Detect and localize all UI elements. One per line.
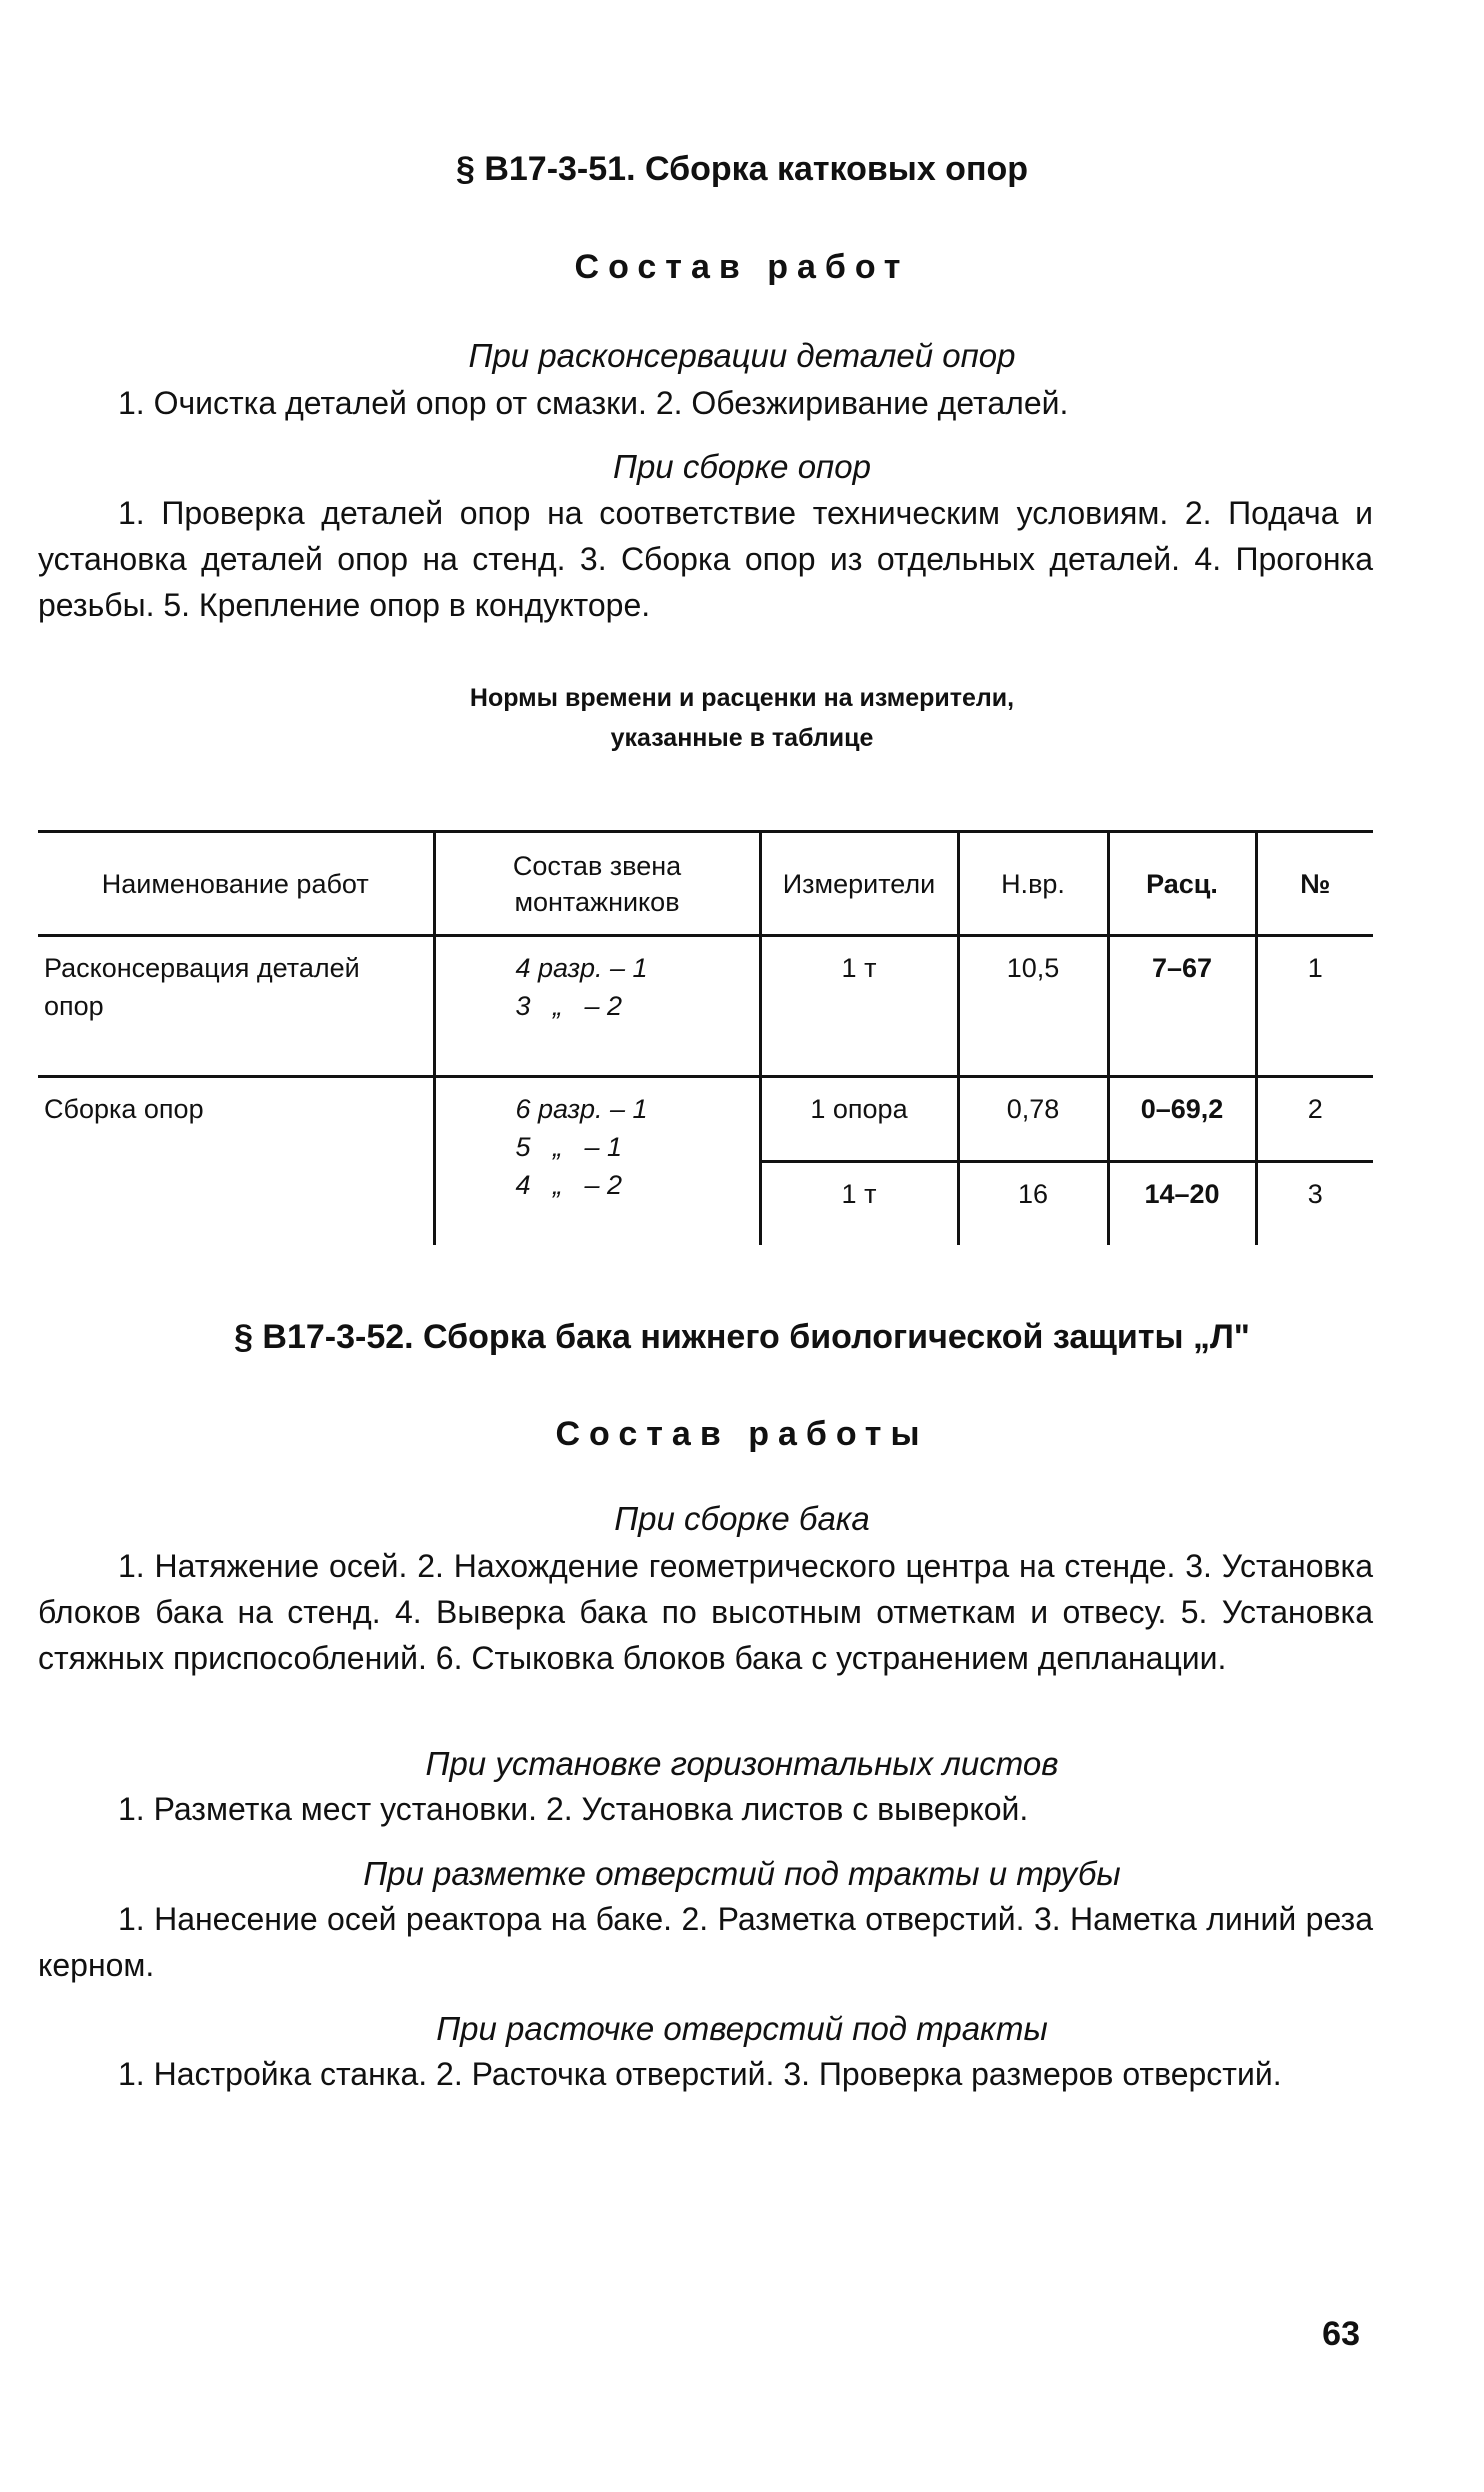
cell-unit: 1 т — [760, 1162, 958, 1246]
section-2-group-4-text — [38, 2051, 1373, 2097]
cell-num: 1 — [1256, 936, 1373, 1077]
section-1-group-2-text — [38, 490, 1373, 628]
cell-unit: 1 т — [760, 936, 958, 1077]
cell-work: Сборка опор — [44, 1094, 204, 1124]
table-header-row — [38, 832, 1373, 936]
section-2-group-1-text — [38, 1543, 1373, 1681]
header-time: Н.вр. — [958, 832, 1108, 936]
section-2-group-2-text-content: 1. Разметка мест установки. 2. Установка листов с выверкой. — [118, 1791, 1029, 1827]
cell-rate: 7–67 — [1108, 936, 1256, 1077]
cell-crew: 4 разр. – 1 3 „ – 2 — [434, 936, 760, 1077]
cell-time: 0,78 — [958, 1077, 1108, 1162]
section-2-subtitle: Состав работы — [555, 1415, 929, 1453]
cell-work: Расконсервация деталей опор — [38, 936, 434, 1077]
section-1-group-1-text — [38, 380, 1373, 426]
section-1-group-1-text-content: 1. Очистка деталей опор от смазки. 2. Обезжиривание деталей. — [118, 385, 1069, 421]
section-2-group-2-text — [38, 1786, 1373, 1832]
section-1-subtitle: Состав работ — [574, 248, 910, 286]
section-2-group-3-text — [38, 1896, 1373, 1988]
cell-crew: 6 разр. – 1 5 „ – 1 4 „ – 2 — [434, 1077, 760, 1246]
section-1-group-2-heading: При сборке опор — [613, 448, 871, 485]
norms-table — [38, 830, 1373, 1245]
norms-title-line-2: указанные в таблице — [610, 724, 874, 752]
table-row — [38, 1077, 1373, 1162]
cell-unit: 1 опора — [760, 1077, 958, 1162]
section-2-group-3-heading: При разметке отверстий под тракты и трубы — [363, 1855, 1121, 1892]
cell-time: 16 — [958, 1162, 1108, 1246]
header-work: Наименование работ — [38, 832, 434, 936]
section-2-title: § В17-3-52. Сборка бака нижнего биологической защиты „Л" — [234, 1318, 1250, 1356]
norms-title-line-1: Нормы времени и расценки на измерители, — [469, 684, 1015, 712]
section-2-group-2-heading: При установке горизонтальных листов — [425, 1745, 1059, 1782]
section-2-group-3-text-content: 1. Нанесение осей реактора на баке. 2. Разметка отверстий. 3. Наметка линий реза керном. — [38, 1901, 1373, 1983]
section-2-group-4-heading: При расточке отверстий под тракты — [436, 2010, 1048, 2047]
section-2-group-4-text-content: 1. Настройка станка. 2. Расточка отверстий. 3. Проверка размеров отверстий. — [118, 2056, 1282, 2092]
table-row — [38, 936, 1373, 1077]
page-number: 63 — [1322, 2315, 1360, 2353]
section-1-group-2-text-content: 1. Проверка деталей опор на соответствие техническим условиям. 2. Подача и установка деталей опор на стенд. 3. Сборка опор из отдельных деталей. 4. Прогонка резьбы. 5. Крепление опор в кондукторе. — [38, 495, 1373, 623]
section-2-group-1-text-content: 1. Натяжение осей. 2. Нахождение геометрического центра на стенде. 3. Установка блоков бака на стенд. 4. Выверка бака по высотным отметкам и отвесу. 5. Установка стяжных приспособлений. 6. Стыковка блоков бака с устранением депланации. — [38, 1548, 1373, 1676]
header-rate: Расц. — [1108, 832, 1256, 936]
header-unit: Измерители — [760, 832, 958, 936]
cell-num: 3 — [1256, 1162, 1373, 1246]
section-1-title: § В17-3-51. Сборка катковых опор — [455, 150, 1029, 188]
section-2-group-1-heading: При сборке бака — [614, 1500, 870, 1537]
cell-num: 2 — [1256, 1077, 1373, 1162]
section-1-group-1-heading: При расконсервации деталей опор — [468, 337, 1016, 374]
norms-title — [0, 678, 1484, 758]
cell-time: 10,5 — [958, 936, 1108, 1077]
cell-rate: 0–69,2 — [1108, 1077, 1256, 1162]
header-crew: Состав звена монтажников — [434, 832, 760, 936]
header-num: № — [1256, 832, 1373, 936]
cell-rate: 14–20 — [1108, 1162, 1256, 1246]
